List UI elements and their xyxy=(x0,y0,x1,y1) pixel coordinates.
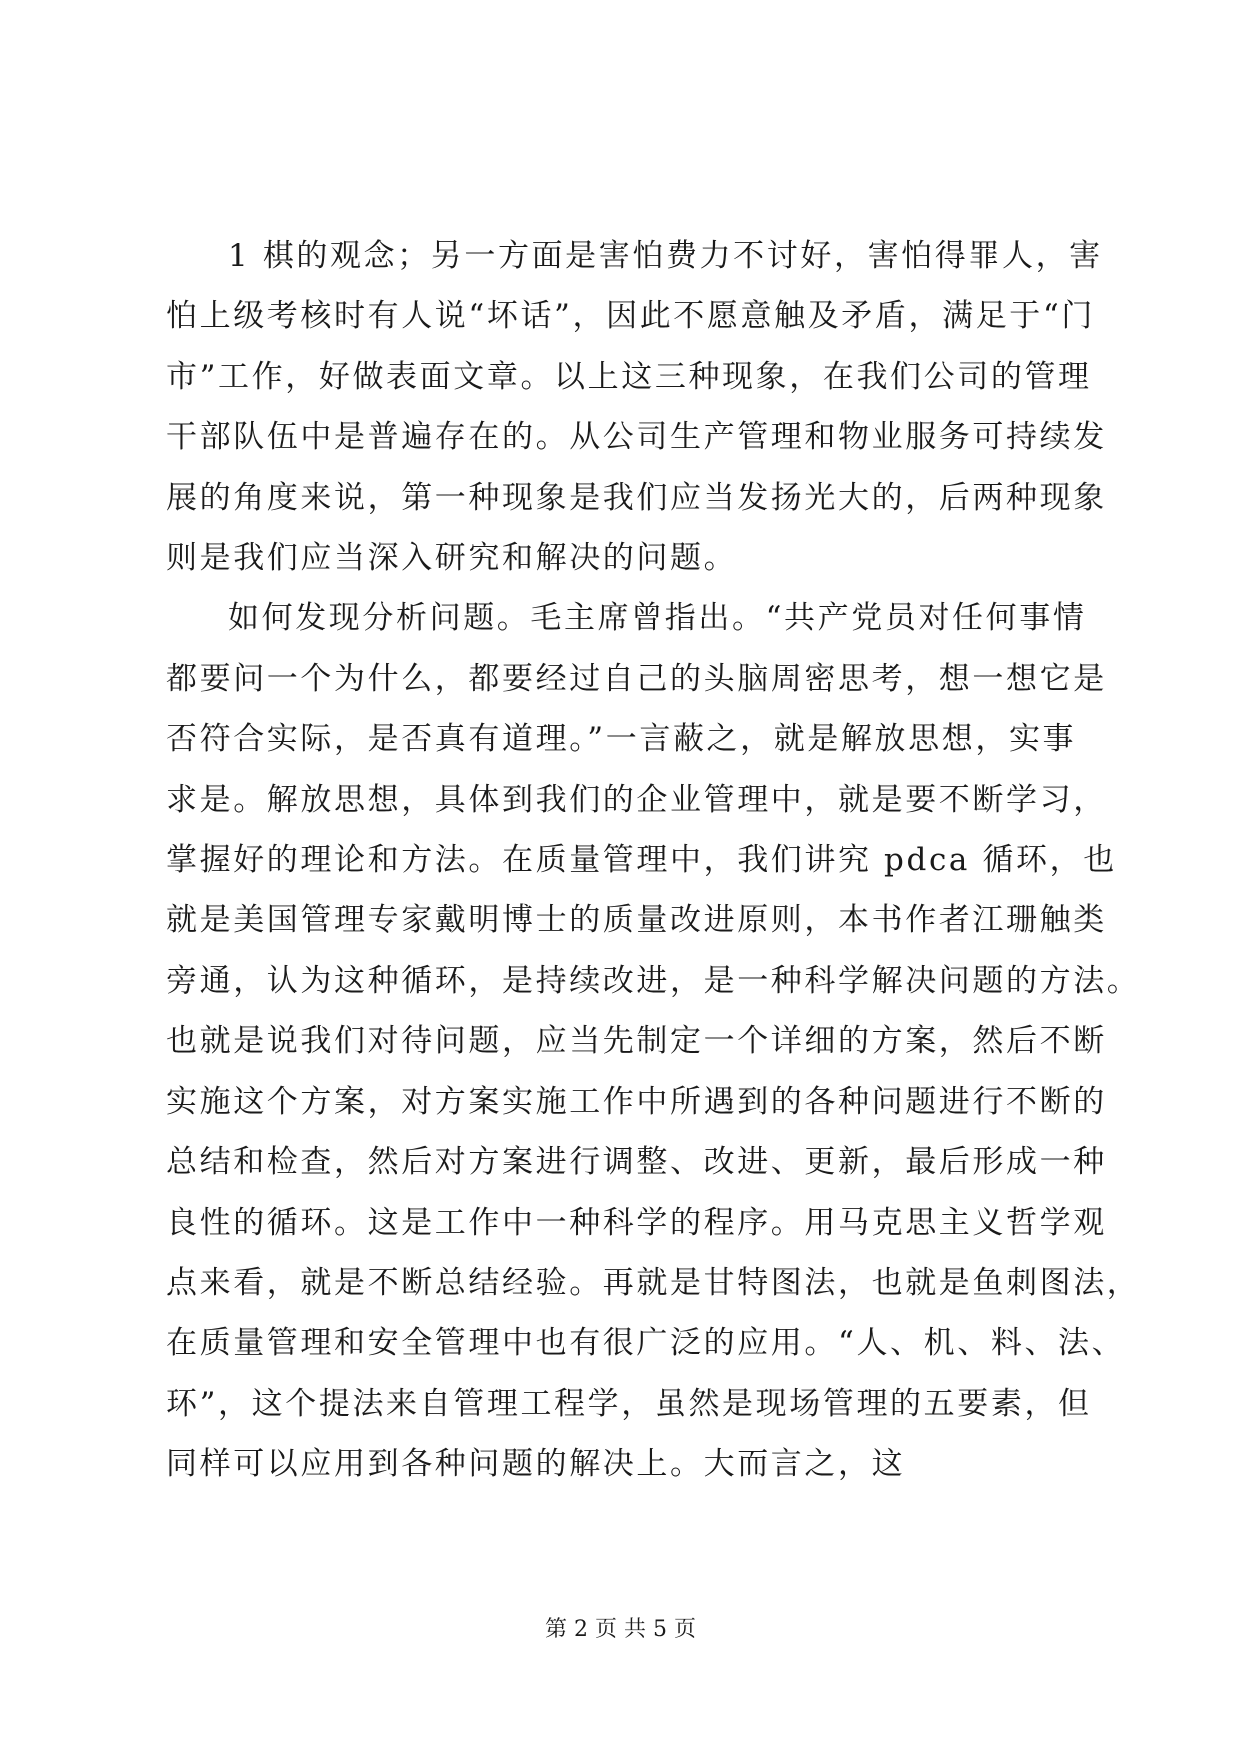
text-line: 否符合实际，是否真有道理。”一言蔽之，就是解放思想，实事 xyxy=(166,721,1077,758)
text-line: 总结和检查，然后对方案进行调整、改进、更新，最后形成一种 xyxy=(166,1144,1107,1181)
text-line: 干部队伍中是普遍存在的。从公司生产管理和物业服务可持续发 xyxy=(166,419,1107,456)
paragraph-1 xyxy=(166,226,1107,588)
text-line: 也就是说我们对待问题，应当先制定一个详细的方案，然后不断 xyxy=(166,1023,1107,1060)
paragraph-2 xyxy=(166,588,1141,1494)
text-line: 怕上级考核时有人说“坏话”，因此不愿意触及矛盾，满足于“门 xyxy=(166,298,1095,335)
text-line: 同样可以应用到各种问题的解决上。大而言之，这 xyxy=(166,1446,906,1483)
text-line: 市”工作，好做表面文章。以上这三种现象，在我们公司的管理 xyxy=(166,358,1092,395)
text-line: 点来看，就是不断总结经验。再就是甘特图法，也就是鱼刺图法， xyxy=(166,1264,1141,1301)
page-footer xyxy=(0,1612,1241,1643)
text-line: 在质量管理和安全管理中也有很广泛的应用。“人、机、料、法、 xyxy=(166,1325,1126,1362)
text-line: 1 棋的观念；另一方面是害怕费力不讨好，害怕得罪人，害 xyxy=(228,238,1103,274)
text-line: 如何发现分析问题。毛主席曾指出。“共产党员对任何事情 xyxy=(228,600,1087,637)
text-line: 求是。解放思想，具体到我们的企业管理中，就是要不断学习， xyxy=(166,781,1107,818)
text-line: 展的角度来说，第一种现象是我们应当发扬光大的，后两种现象 xyxy=(166,479,1107,516)
text-line: 则是我们应当深入研究和解决的问题。 xyxy=(166,540,738,577)
page-number: 第 2 页 共 5 页 xyxy=(545,1617,696,1642)
text-line: 都要问一个为什么，都要经过自己的头脑周密思考，想一想它是 xyxy=(166,660,1107,697)
text-line: 实施这个方案，对方案实施工作中所遇到的各种问题进行不断的 xyxy=(166,1083,1107,1120)
text-line: 就是美国管理专家戴明博士的质量改进原则，本书作者江珊触类 xyxy=(166,902,1107,939)
body-text xyxy=(166,226,1141,1495)
text-line: 环”，这个提法来自管理工程学，虽然是现场管理的五要素，但 xyxy=(166,1385,1092,1422)
text-line: 旁通，认为这种循环，是持续改进，是一种科学解决问题的方法。 xyxy=(166,962,1141,999)
text-line: 良性的循环。这是工作中一种科学的程序。用马克思主义哲学观 xyxy=(166,1204,1107,1241)
text-line: 掌握好的理论和方法。在质量管理中，我们讲究 pdca 循环，也 xyxy=(166,842,1117,879)
